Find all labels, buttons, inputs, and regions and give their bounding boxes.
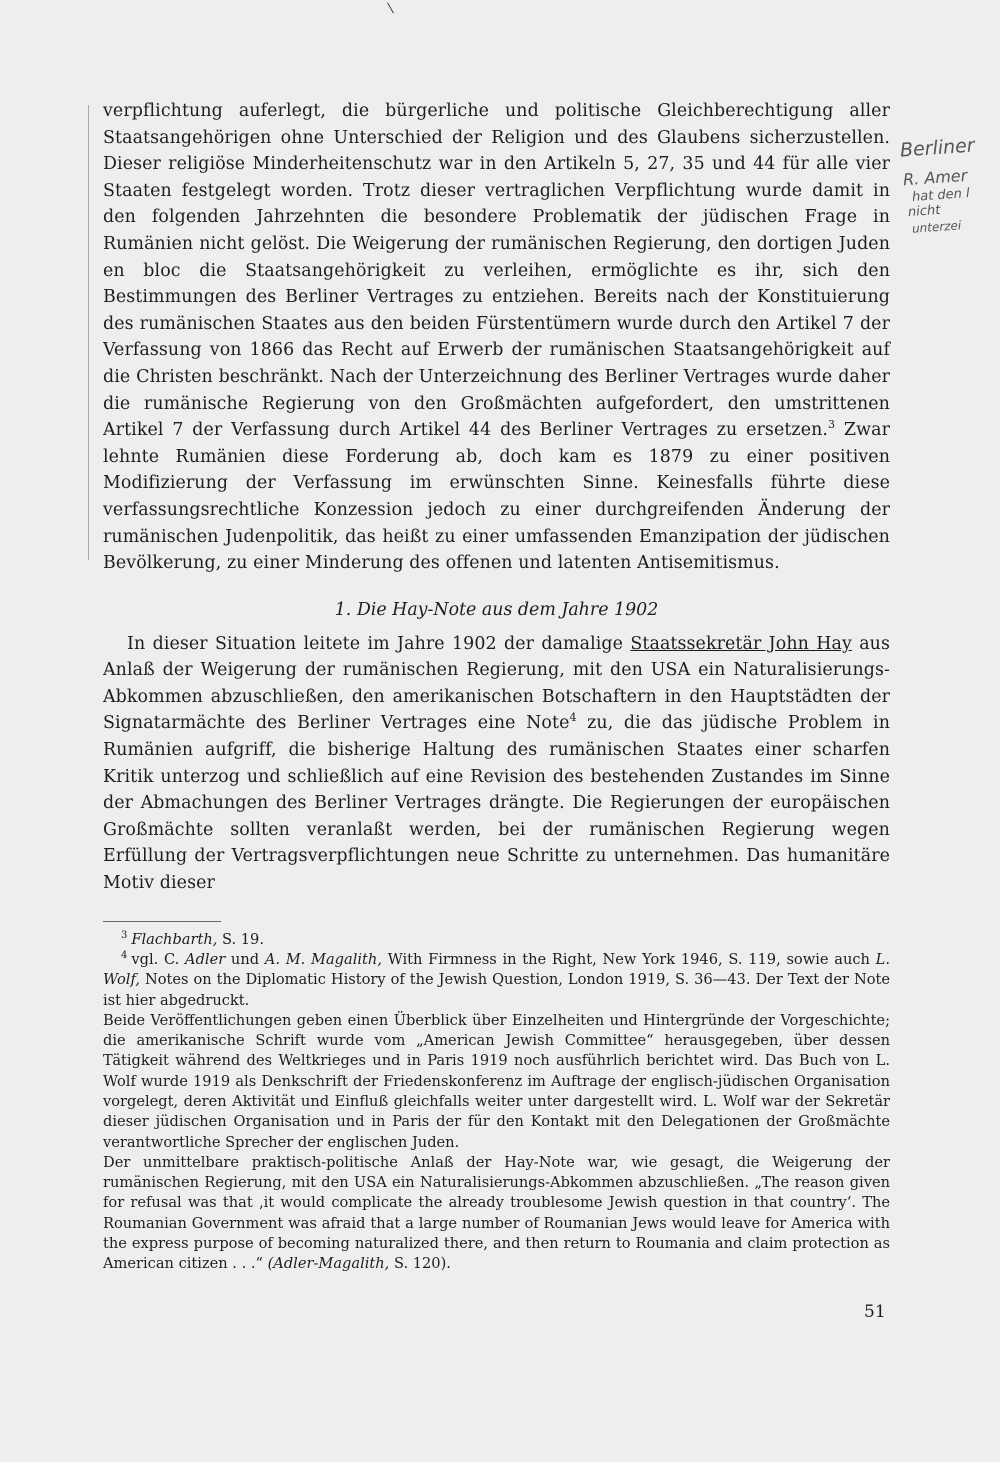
body-paragraph-continuation: verpflichtung auferlegt, die bürgerliche und politische Gleichberechtigung aller Staatsangehörigen ohne Unterschied der Religion und des Glaubens sicherzustellen. Dieser religiöse Minderheitenschutz war in den Artikeln 5, 27, 35 und 44 für alle vier Staaten festgelegt worden. Trotz dieser vertraglichen Verpflichtung wurde damit in den folgenden Jahrzehnten die besondere Problematik der jüdischen Frage in Rumänien nicht gelöst. Die Weigerung der rumänischen Regierung, den dortigen Juden en bloc die Staatsangehörigkeit zu verleihen, ermöglichte es ihr, sich den Bestimmungen des Berliner Vertrages zu entziehen. Bereits nach der Konstituierung des rumänischen Staates aus den beiden Fürstentümern wurde durch den Artikel 7 der Verfassung von 1866 das Recht auf Erwerb der rumänischen Staatsangehörigkeit auf die Christen beschränkt. Nach der Unterzeichnung des Berliner Vertrages wurde daher die rumänische Regierung von den Großmächten aufgefordert, den umstrittenen Artikel 7 der Verfassung durch Artikel 44 des Berliner Vertrages zu ersetzen.$^3$ Zwar lehnte Rumänien diese Forderung ab, doch kam es 1879 zu einer positiven Modifizierung der Verfassung im erwünschten Sinne. Keinesfalls führte diese verfassungsrechtliche Konzession jedoch zu einer durchgreifenden Änderung der rumänischen Judenpolitik, das heißt zu einer umfassenden Emanzipation der jüdischen Bevölkerung, zu einer Minderung des offenen und latenten Antisemitismus. [103,101,890,574]
footnote-ref-3[interactable]: 3 [828,418,836,432]
handwritten-note: R. Amer [902,165,968,190]
footnote-ref-4[interactable]: 4 [569,711,577,725]
footnote-4-paragraph-b: Der unmittelbare praktisch-politische Anlaß der Hay-Note war, wie gesagt, die Weigerung der rumänischen Regierung, mit den USA ein Naturalisierungs-Abkommen abzuschließen. „The reason given for refusal was that ‚it would complicate the already troublesome Jewish question in that country‘. The Roumanian Government was afraid that a large number of Roumanian Jews would leave for America with the express purpose of becoming naturalized there, and then return to Roumania and claim protection as American citizen . . .“ (Adler-Magalith, S. 120). [103,1153,890,1273]
struck-text: Staatssekretär John Hay [630,633,852,654]
handwritten-note: hat den l [911,186,971,205]
footnote-divider [103,921,221,922]
footnote-4-paragraph-a: Beide Veröffentlichungen geben einen Überblick über Einzelheiten und Hintergründe der Vorgeschichte; die amerikanische Schrift wurde vom „American Jewish Committee“ herausgegeben, über dessen Tätigkeit während des Weltkrieges und in Paris 1919 noch ausführlich berichtet wird. Das Buch von L. Wolf wurde 1919 als Denkschrift der Friedenskonferenz im Auftrage der englisch-jüdischen Organisation vorgelegt, deren Aktivität und Einfluß gleichfalls weiter unter dargestellt wird. L. Wolf war der Sekretär dieser jüdischen Organisation und in Paris der für den Kontakt mit den Delegationen der Großmächte verantwortliche Sprecher der englischen Juden. [103,1011,890,1151]
margin-pencil-line [88,105,89,560]
handwritten-note: unterzei [911,218,962,236]
main-text-column [103,98,890,1275]
page-number: 51 [864,1302,886,1322]
section-heading: 1. Die Hay-Note aus dem Jahre 1902 [334,599,659,620]
footnote-4: $^4$ vgl. C. Adler und A. M. Magalith, With Firmness in the Right, New York 1946, S. 119, sowie auch L. Wolf, Notes on the Diplomatic History of the Jewish Question, London 1919, S. 36—43. Der Text der Note ist hier abgedruckt. [103,950,890,1009]
footnote-3: $^3$ Flachbarth, S. 19. [121,929,264,948]
handwritten-note: nicht [907,202,941,221]
body-paragraph-hay-note: In dieser Situation leitete im Jahre 1902 der damalige Staatssekretär John Hay aus Anlaß der Weigerung der rumänischen Regierung, mit den USA ein Naturalisierungs-Abkommen abzuschließen, den amerikanischen Botschaftern in den Hauptstädten der Signatarmächte des Berliner Vertrages eine Note$^4$ zu, die das jüdische Problem in Rumänien aufgriff, die bisherige Haltung des rumänischen Staates einer scharfen Kritik unterzog und schließlich auf eine Revision des bestehenden Zustandes im Sinne der Abmachungen des Berliner Vertrages drängte. Die Regierungen der europäischen Großmächte sollten veranlaßt werden, bei der rumänischen Regierung wegen Erfüllung der Vertragsverpflichtungen neue Schritte zu unternehmen. Das humanitäre Motiv dieser [103,633,891,894]
handwritten-note: Berliner [899,134,976,162]
pencil-mark [387,3,394,14]
